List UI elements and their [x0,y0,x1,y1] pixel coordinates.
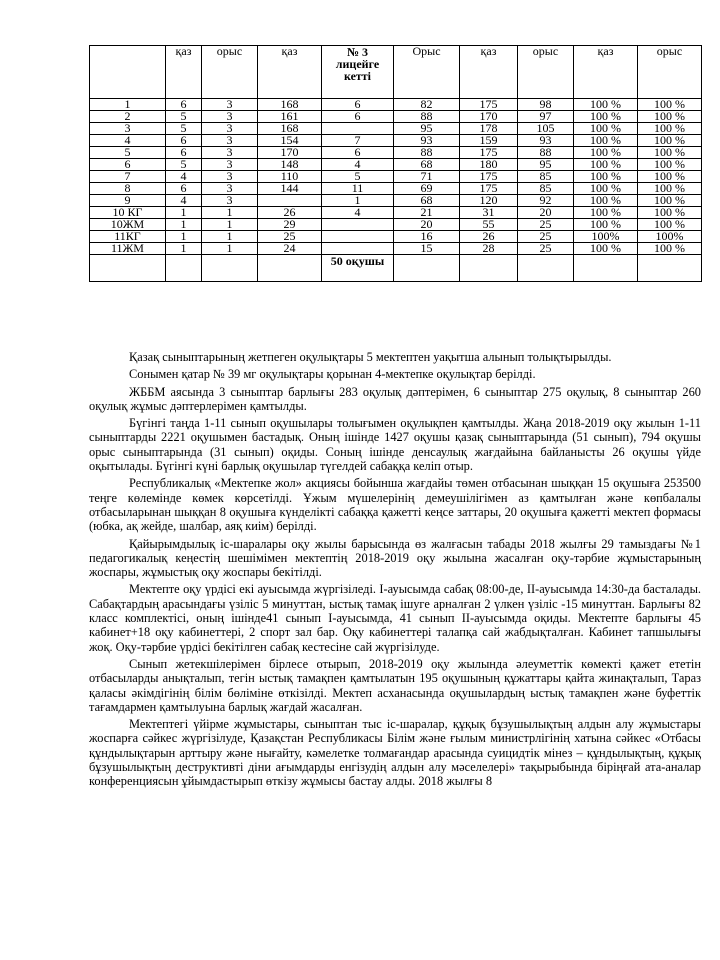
table-cell: 16 [394,231,460,243]
table-cell: 5 [166,159,202,171]
paragraph: Қайырымдылық іс-шаралары оқу жылы барысында өз жалғасын табады 2018 жылғы 29 тамыздағы №1 педагогикалық кеңестің шешімімен мектептің 2018-2019 оқу жылына жасалған оқу-тәрбие жұмыстарының жоспары, жұмыстық оқу жоспары бекітілді. [89,536,701,580]
table-cell: 68 [394,195,460,207]
table-cell: 25 [518,231,574,243]
table-header-cell: қаз [166,46,202,99]
paragraph: Қазақ сыныптарының жетпеген оқулықтары 5 мектептен уақытша алынып толықтырылды. [129,350,612,364]
paragraph: ЖББМ аясында 3 сыныптар барлығы 283 оқулық дәптерімен, 6 сыныптар 275 оқулық, 8 сыныптар 260 оқулық жұмыс дәптерлерімен қамтылды. [89,384,701,413]
table-cell: 6 [90,159,166,171]
table-cell: 100 % [574,243,638,255]
table-cell: 100 % [574,135,638,147]
table-cell: 3 [202,135,258,147]
table-row [90,183,702,195]
table-footer-cell [574,255,638,282]
table-cell [322,231,394,243]
table-cell: 1 [202,231,258,243]
table-row [90,159,702,171]
table-cell: 100 % [638,111,702,123]
table-cell: 69 [394,183,460,195]
table-footer-cell: 50 оқушы [322,255,394,282]
table-cell: 100% [638,231,702,243]
table-cell: 4 [322,207,394,219]
paragraph: Сонымен қатар № 39 мг оқулықтары қорынан 4-мектепке оқулықтар берілді. [129,367,536,382]
document-text [89,350,701,792]
table-row [90,111,702,123]
table-cell: 6 [322,111,394,123]
table-cell: 100 % [574,99,638,111]
table-row [90,171,702,183]
table-cell: 100 % [574,183,638,195]
table-cell: 20 [394,219,460,231]
table-header-cell: орыс [518,46,574,99]
statistics-table [89,45,702,282]
table-cell: 7 [322,135,394,147]
table-cell: 3 [202,171,258,183]
table-cell: 168 [258,99,322,111]
table-cell: 25 [518,219,574,231]
table-cell: 3 [202,195,258,207]
table-cell: 6 [322,99,394,111]
table-cell: 93 [518,135,574,147]
table-header-cell: орыс [202,46,258,99]
table-cell: 93 [394,135,460,147]
table-cell: 175 [460,171,518,183]
table-header-cell [90,46,166,99]
table-cell: 100 % [574,123,638,135]
table-cell: 6 [166,99,202,111]
table-cell: 175 [460,99,518,111]
table-cell: 71 [394,171,460,183]
table-row [90,219,702,231]
table-cell: 100 % [638,171,702,183]
table-cell: 144 [258,183,322,195]
table-cell: 25 [258,231,322,243]
table-cell: 8 [90,183,166,195]
table-cell: 100 % [638,99,702,111]
paragraph: Мектепте оқу үрдісі екі ауысымда жүргізіледі. І-ауысымда сабақ 08:00-де, ІІ-ауысымда 14:30-да басталады. Сабақтардың арасындағы үзіліс 5 минуттан, ыстық тамақ ішуге арналған 2 үлкен үзіліс -15 минуттан. Барлығы 82 класс комплектісі, оның ішінде41 сынып І-ауысымда, 41 сынып ІІ-ауысымда оқиды. Мектепте барлығы 45 кабинет+18 оқу кабинеттері, 2 спорт зал бар. Оқу кабинеттері талапқа сай жабдықталған. Кабинет тапшылығы жоқ. Оқу-тәрбие үрдісі бекітілген сабақ кестесіне сай жүргізілуде. [89,582,701,654]
table-cell: 55 [460,219,518,231]
table-row [90,243,702,255]
table-cell: 88 [518,147,574,159]
table-row [90,99,702,111]
table-cell: 168 [258,123,322,135]
table-footer-cell [638,255,702,282]
table-cell: 6 [166,147,202,159]
table-header-cell: № 3 лицейге кетті [322,46,394,99]
paragraph: Республикалық «Мектепке жол» акциясы бойынша жағдайы төмен отбасынан шыққан 15 оқушыға 253500 теңге көлемінде көмек көрсетілді. Ұжым мүшелерінің демеушілігімен аз қамтылған және көпбалалы отбасыларынан шыққан 8 оқушыға күнделікті сабаққа қажетті кеңсе заттары, 20 оқушыға қажетті мектеп формасы (юбка, ақ жейде, шалбар, аяқ киім) берілді. [89,476,701,534]
table-cell: 25 [518,243,574,255]
table-cell: 100 % [574,159,638,171]
table-body [90,99,702,255]
table-cell: 178 [460,123,518,135]
table-cell: 29 [258,219,322,231]
table-cell: 100 % [638,219,702,231]
table-cell: 1 [166,219,202,231]
table-header-cell: қаз [460,46,518,99]
table-cell: 100 % [574,207,638,219]
table-cell: 3 [202,147,258,159]
table-cell: 26 [460,231,518,243]
paragraph: Сынып жетекшілерімен бірлесе отырып, 2018-2019 оқу жылында әлеуметтік көмекті қажет ететін отбасыларды анықталып, тегін ыстық тамақпен қамтылатын 195 оқушының құжаттары қайта жинақталып, Тараз қаласы әкімдігінің білім бөліміне өткізілді. Мектеп асханасында оқушылардың ыстық тамақпен және буфеттік тағамдармен қамтылуына барлық жағдай жасалған. [89,656,701,714]
table-row [90,207,702,219]
table-row [90,231,702,243]
table-cell: 175 [460,147,518,159]
table-cell: 88 [394,111,460,123]
table-cell: 11КГ [90,231,166,243]
table-cell: 170 [258,147,322,159]
table-cell: 6 [166,135,202,147]
table-cell: 9 [90,195,166,207]
table-footer-cell [202,255,258,282]
table-cell [322,219,394,231]
table-cell: 85 [518,183,574,195]
table-cell: 4 [166,171,202,183]
table-footer-cell [90,255,166,282]
table-row [90,135,702,147]
table-footer-cell [394,255,460,282]
table-cell: 88 [394,147,460,159]
table-cell: 175 [460,183,518,195]
table-cell: 3 [90,123,166,135]
table-cell: 4 [166,195,202,207]
table-cell: 21 [394,207,460,219]
table-cell: 148 [258,159,322,171]
table-cell: 100 % [638,135,702,147]
table-cell: 68 [394,159,460,171]
table-cell: 1 [322,195,394,207]
paragraph: Бүгінгі таңда 1-11 сынып оқушылары толығымен оқулықпен қамтылды. Жаңа 2018-2019 оқу жылын 1-11 сыныптарды 2221 оқушымен бастадық. Оның ішінде 1427 оқушы қазақ сыныптарында (51 сынып), 794 оқушы орыс сыныптарында (31 сынып) оқиды. Соның ішінде денсаулық жағдайына байланысты 26 оқушы үйде оқытылады. Бүгінгі күні барлық оқушылар түгелдей сабаққа келіп отыр. [89,416,701,474]
table-cell: 100 % [638,243,702,255]
table-cell: 31 [460,207,518,219]
table-cell: 100 % [638,159,702,171]
table-cell: 1 [202,207,258,219]
table-header-cell: қаз [574,46,638,99]
table-cell: 100 % [574,219,638,231]
table-cell: 82 [394,99,460,111]
table-cell: 100 % [638,183,702,195]
paragraph: Мектептегі үйірме жұмыстары, сыныптан тыс іс-шаралар, құқық бұзушылықтың алдын алу жұмыстары жоспарға сәйкес жүргізілуде, Қазақстан Республикасы Білім және ғылым министрлігінің хатына сәйкес «Отбасы құндылықтарын арттыру және нығайту, кәмелетке толмағандар арасында суицидтік мінез – құндылықтың, құқық бұзушылықтың деструктивті діни ағымдарды енгізудің алдын алу мәселелері» тақырыбында біріңғай ата-аналар конференциясын ұйымдастырып өткізу жұмысы бастау алды. 2018 жылғы 8 [89,717,701,789]
table-footer-cell [460,255,518,282]
table-cell: 5 [166,123,202,135]
table-footer [90,255,702,282]
table-footer-cell [518,255,574,282]
table-cell: 10ЖМ [90,219,166,231]
table-cell: 95 [518,159,574,171]
table-row [90,123,702,135]
table-cell: 159 [460,135,518,147]
table-cell: 3 [202,183,258,195]
table-row [90,195,702,207]
table-cell: 2 [90,111,166,123]
table-cell: 100 % [574,171,638,183]
table-cell: 7 [90,171,166,183]
table-cell: 6 [166,183,202,195]
table-cell: 11 [322,183,394,195]
table-cell: 100 % [574,111,638,123]
table-cell: 100 % [574,195,638,207]
table-cell: 4 [322,159,394,171]
table-header-cell: қаз [258,46,322,99]
table-footer-cell [258,255,322,282]
table-cell: 28 [460,243,518,255]
table-cell: 85 [518,171,574,183]
table-cell: 100 % [574,147,638,159]
table-cell: 1 [166,231,202,243]
table-cell: 3 [202,159,258,171]
table-cell: 20 [518,207,574,219]
table-cell: 5 [90,147,166,159]
table-cell: 161 [258,111,322,123]
table-cell: 1 [202,219,258,231]
table-cell: 3 [202,123,258,135]
table-cell: 6 [322,147,394,159]
table-cell [258,195,322,207]
table-cell: 1 [166,207,202,219]
table-cell: 100% [574,231,638,243]
table-cell: 170 [460,111,518,123]
table-cell: 3 [202,99,258,111]
table-cell: 3 [202,111,258,123]
table-row [90,147,702,159]
table-cell: 1 [90,99,166,111]
table-cell: 100 % [638,123,702,135]
table-cell: 24 [258,243,322,255]
table-cell: 4 [90,135,166,147]
table-cell: 100 % [638,207,702,219]
table-cell: 105 [518,123,574,135]
table-cell: 95 [394,123,460,135]
table-cell: 26 [258,207,322,219]
table-cell: 1 [202,243,258,255]
table-cell: 5 [166,111,202,123]
table-cell: 154 [258,135,322,147]
table-cell: 120 [460,195,518,207]
table-header-cell: орыс [638,46,702,99]
table-cell: 5 [322,171,394,183]
table-cell: 180 [460,159,518,171]
table-cell: 10 КГ [90,207,166,219]
table-footer-cell [166,255,202,282]
table-cell: 92 [518,195,574,207]
table-cell: 97 [518,111,574,123]
table-cell: 100 % [638,147,702,159]
table-cell [322,123,394,135]
table-cell: 98 [518,99,574,111]
table-cell: 100 % [638,195,702,207]
table-cell [322,243,394,255]
table-cell: 15 [394,243,460,255]
table-cell: 11ЖМ [90,243,166,255]
table-header-cell: Орыс [394,46,460,99]
table-header [90,46,702,99]
table-cell: 1 [166,243,202,255]
table-cell: 110 [258,171,322,183]
